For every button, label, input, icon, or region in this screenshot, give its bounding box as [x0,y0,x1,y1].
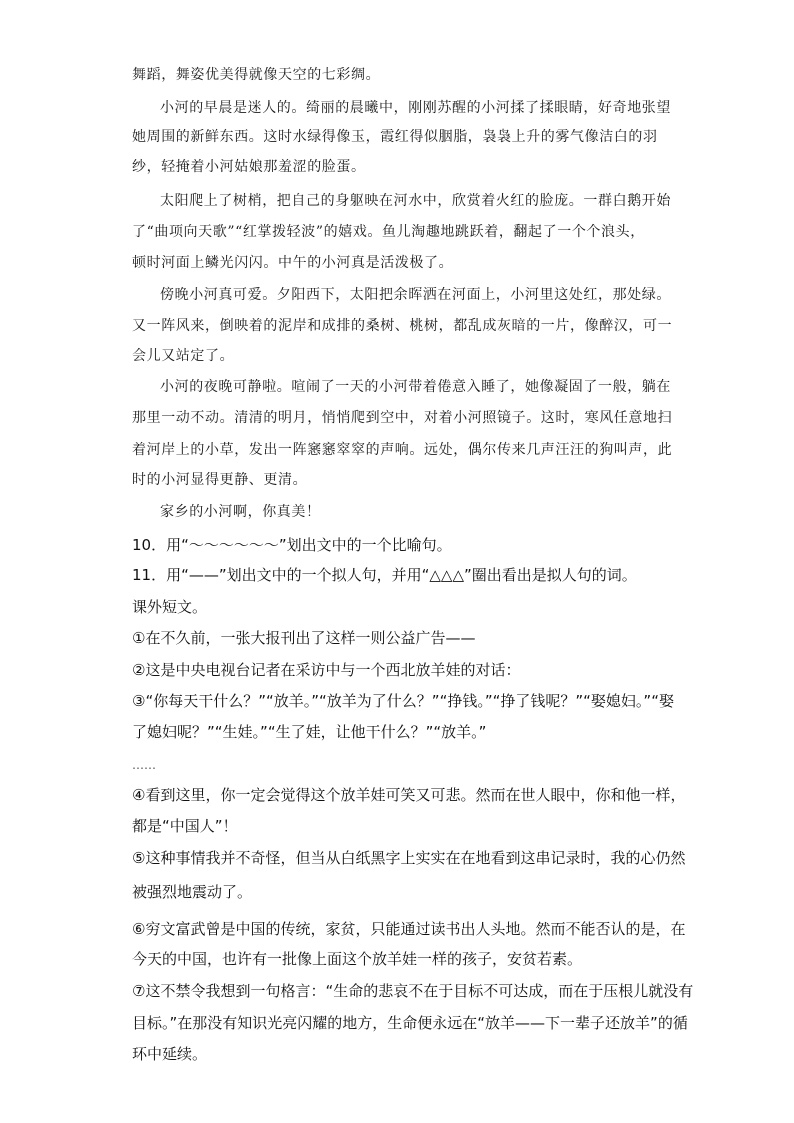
passage-line-1: 舞蹈，舞姿优美得就像天空的七彩绸。 [132,67,381,83]
reading-paragraph-6-line-1: ⑥穷文富武曾是中国的传统，家贫，只能通过读书出人头地。然而不能否认的是，在 [132,920,686,938]
question-10: 10．用“～～～～～～”划出文中的一个比喻句。 [132,536,452,554]
passage-line-10: 会儿又站定了。 [132,348,235,364]
reading-paragraph-2: ②这是中央电视台记者在采访中与一个西北放羊娃的对话： [132,661,521,679]
reading-paragraph-1: ①在不久前，一张大报刊出了这样一则公益广告—— [132,629,476,647]
passage-line-7: 顿时河面上鳞光闪闪。中午的小河真是活泼极了。 [132,255,454,271]
passage-line-3: 她周围的新鲜东西。这时水绿得像玉，霞红得似胭脂，袅袅上升的雾气像洁白的羽 [132,129,658,145]
passage-line-5: 太阳爬上了树梢，把自己的身躯映在河水中，欣赏着火红的脸庞。一群白鹅开始 [160,193,671,209]
passage-line-2: 小河的早晨是迷人的。绮丽的晨曦中，刚刚苏醒的小河揉了揉眼睛，好奇地张望 [160,100,671,116]
passage-line-6: 了“曲项向天歌”“红掌拨轻波”的嬉戏。鱼儿淘趣地跳跃着，翻起了一个个浪头， [132,224,645,240]
reading-paragraph-6-line-2: 今天的中国，也许有一批像上面这个放羊娃一样的孩子，安贫若素。 [132,950,583,968]
passage-line-15: 家乡的小河啊，你真美！ [160,504,321,520]
reading-title: 课外短文。 [132,598,208,616]
reading-paragraph-7-line-1: ⑦这不禁令我想到一句格言：“生命的悲哀不在于目标不可达成，而在于压根儿就没有 [132,982,694,1000]
passage-line-11: 小河的夜晚可静啦。喧闹了一天的小河带着倦意入睡了，她像凝固了一般，躺在 [160,379,671,395]
reading-paragraph-5-line-1: ⑤这种事情我并不奇怪，但当从白纸黑字上实实在在地看到这串记录时，我的心仍然 [132,849,686,867]
reading-paragraph-5-line-2: 被强烈地震动了。 [132,883,253,901]
reading-paragraph-7-line-3: 环中延续。 [132,1045,208,1063]
reading-paragraph-3-line-2: 了媳妇呢？”“生娃。”“生了娃，让他干什么？”“放羊。” [132,723,487,741]
reading-ellipsis: …… [132,758,156,772]
passage-line-4: 纱，轻掩着小河姑娘那羞涩的脸蛋。 [132,159,366,175]
question-11: 11．用“——”划出文中的一个拟人句，并用“△△△”圈出看出是拟人句的词。 [132,566,637,584]
reading-paragraph-3-line-1: ③“你每天干什么？”“放羊。”“放羊为了什么？”“挣钱。”“挣了钱呢？”“娶媳妇。”“娶 [132,692,674,710]
passage-line-8: 傍晚小河真可爱。夕阳西下，太阳把余晖洒在河面上，小河里这处红，那处绿。 [160,287,671,303]
reading-paragraph-4-line-2: 都是“中国人”！ [132,817,238,835]
passage-line-13: 着河岸上的小草，发出一阵窸窸窣窣的声响。远处，偶尔传来几声汪汪的狗叫声，此 [132,442,673,458]
passage-line-12: 那里一动不动。清清的明月，悄悄爬到空中，对着小河照镜子。这时，寒风任意地扫 [132,410,673,426]
passage-line-14: 时的小河显得更静、更清。 [132,472,308,488]
passage-line-9: 又一阵风来，倒映着的泥岸和成排的桑树、桃树，都乱成灰暗的一片，像醉汉，可一 [132,318,673,334]
reading-paragraph-7-line-2: 目标。”在那没有知识光亮闪耀的地方，生命便永远在“放羊——下一辈子还放羊”的循 [132,1014,688,1032]
reading-paragraph-4-line-1: ④看到这里，你一定会觉得这个放羊娃可笑又可悲。然而在世人眼中，你和他一样， [132,786,686,804]
